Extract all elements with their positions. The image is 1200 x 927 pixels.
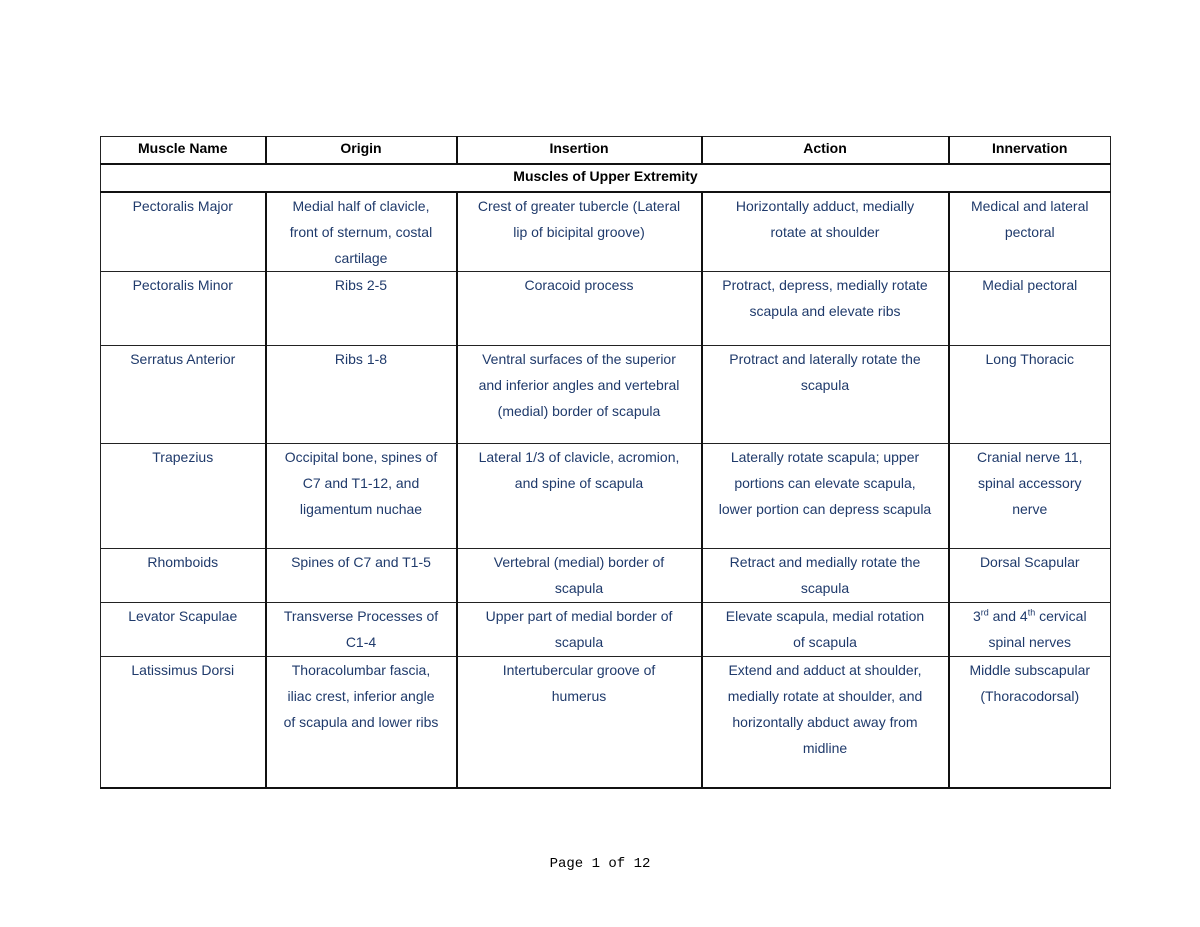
cell-line: Ribs 2-5 [334, 277, 388, 293]
header-action: Action [702, 137, 949, 165]
cell-line: Crest of greater tubercle (Lateral [477, 198, 681, 214]
cell-line: C7 and T1-12, and [302, 475, 420, 491]
cell-line: Trapezius [152, 449, 214, 465]
cell-muscle-name [101, 603, 266, 657]
cell-line: Vertebral (medial) border of [493, 554, 665, 570]
cell-line: pectoral [1004, 224, 1055, 240]
cell-line: Lateral 1/3 of clavicle, acromion, [478, 449, 680, 465]
cell-line: (Thoracodorsal) [980, 688, 1080, 704]
cell-line: of scapula [793, 634, 857, 650]
cell-muscle-name [101, 272, 266, 346]
cell-line: and spine of scapula [514, 475, 644, 491]
cell-line: rotate at shoulder [770, 224, 880, 240]
header-insertion: Insertion [457, 137, 702, 165]
cell-line: Extend and adduct at shoulder, [728, 662, 922, 678]
cell-line: Levator Scapulae [128, 608, 238, 624]
cell-insertion [457, 272, 702, 346]
cell-muscle-name [101, 549, 266, 603]
cell-line: Transverse Processes of [283, 608, 439, 624]
cell-insertion [457, 549, 702, 603]
cell-innervation [949, 272, 1111, 346]
cell-insertion [457, 603, 702, 657]
cell-line: Cranial nerve 11, [976, 449, 1083, 465]
cell-insertion [457, 444, 702, 549]
muscle-table [100, 136, 1111, 789]
table-row [101, 657, 1111, 789]
header-muscle-name: Muscle Name [101, 137, 266, 165]
cell-insertion [457, 346, 702, 444]
cell-line: Serratus Anterior [130, 351, 236, 367]
section-row [101, 164, 1111, 192]
cell-line: and inferior angles and vertebral [478, 377, 680, 393]
cell-line: spinal accessory [978, 475, 1082, 491]
cell-line: ligamentum nuchae [299, 501, 423, 517]
ordinal-suffix: rd [980, 607, 989, 618]
text-fragment: cervical [1035, 608, 1087, 624]
cell-line: Medial half of clavicle, [292, 198, 430, 214]
cell-action [702, 657, 949, 789]
cell-line: lip of bicipital groove) [513, 224, 645, 240]
cell-origin [266, 657, 457, 789]
cell-insertion [457, 192, 702, 272]
page-footer: Page 1 of 12 [549, 856, 651, 872]
cell-muscle-name [101, 444, 266, 549]
cell-origin [266, 603, 457, 657]
cell-line: spinal nerves [988, 634, 1071, 650]
cell-innervation [949, 192, 1111, 272]
cell-line: Thoracolumbar fascia, [291, 662, 431, 678]
cell-line: Pectoralis Major [132, 198, 233, 214]
cell-origin [266, 346, 457, 444]
cell-line: horizontally abduct away from [732, 714, 918, 730]
cell-line: Medial pectoral [982, 277, 1078, 293]
cell-line: Pectoralis Minor [132, 277, 233, 293]
cell-line: scapula [800, 377, 850, 393]
cell-origin [266, 272, 457, 346]
cell-line: scapula [800, 580, 850, 596]
cell-origin [266, 192, 457, 272]
cell-innervation [949, 346, 1111, 444]
table-header-row [101, 137, 1111, 165]
cell-line: Laterally rotate scapula; upper [730, 449, 920, 465]
cell-line: of scapula and lower ribs [283, 714, 439, 730]
cell-muscle-name [101, 346, 266, 444]
cell-line [956, 603, 1105, 629]
table-row [101, 603, 1111, 657]
cell-origin [266, 549, 457, 603]
text-fragment: 3 [972, 608, 981, 624]
cell-line: Protract and laterally rotate the [729, 351, 921, 367]
cell-line: scapula and elevate ribs [749, 303, 901, 319]
section-title: Muscles of Upper Extremity [101, 164, 1111, 192]
cell-line: Long Thoracic [985, 351, 1074, 367]
cell-action [702, 444, 949, 549]
table-row [101, 272, 1111, 346]
cell-line: portions can elevate scapula, [734, 475, 916, 491]
header-origin: Origin [266, 137, 457, 165]
table-row [101, 346, 1111, 444]
cell-action [702, 549, 949, 603]
text-fragment: and 4 [988, 608, 1028, 624]
header-innervation: Innervation [949, 137, 1111, 165]
cell-line: front of sternum, costal [289, 224, 433, 240]
cell-line: C1-4 [345, 634, 377, 650]
cell-line: Ribs 1-8 [334, 351, 388, 367]
cell-line: medially rotate at shoulder, and [727, 688, 923, 704]
cell-action [702, 603, 949, 657]
cell-line: cartilage [334, 250, 388, 266]
cell-line: humerus [551, 688, 607, 704]
cell-muscle-name [101, 192, 266, 272]
cell-line: scapula [554, 580, 604, 596]
cell-line: Dorsal Scapular [979, 554, 1080, 570]
cell-origin [266, 444, 457, 549]
cell-innervation [949, 549, 1111, 603]
cell-line: Horizontally adduct, medially [735, 198, 915, 214]
cell-line: Spines of C7 and T1-5 [291, 554, 431, 570]
ordinal-suffix: th [1027, 607, 1036, 618]
cell-line: Latissimus Dorsi [131, 662, 235, 678]
cell-line: midline [802, 740, 848, 756]
cell-line: Medical and lateral [970, 198, 1089, 214]
cell-line: nerve [1012, 501, 1048, 517]
cell-action [702, 346, 949, 444]
muscle-table-container [100, 136, 1110, 789]
cell-line: Elevate scapula, medial rotation [725, 608, 925, 624]
cell-line: Coracoid process [524, 277, 634, 293]
cell-action [702, 272, 949, 346]
cell-line: Upper part of medial border of [485, 608, 673, 624]
cell-innervation [949, 444, 1111, 549]
cell-innervation [949, 657, 1111, 789]
cell-line: Retract and medially rotate the [729, 554, 921, 570]
cell-innervation [949, 603, 1111, 657]
cell-line: Ventral surfaces of the superior [482, 351, 676, 367]
cell-action [702, 192, 949, 272]
table-row [101, 444, 1111, 549]
cell-insertion [457, 657, 702, 789]
cell-line: iliac crest, inferior angle [287, 688, 435, 704]
table-row [101, 549, 1111, 603]
table-row [101, 192, 1111, 272]
cell-line: Rhomboids [147, 554, 219, 570]
cell-line: lower portion can depress scapula [718, 501, 932, 517]
cell-line: Intertubercular groove of [502, 662, 656, 678]
cell-line: Middle subscapular [969, 662, 1091, 678]
cell-line: Occipital bone, spines of [284, 449, 438, 465]
cell-line: scapula [554, 634, 604, 650]
cell-muscle-name [101, 657, 266, 789]
cell-line: Protract, depress, medially rotate [722, 277, 928, 293]
cell-line: (medial) border of scapula [497, 403, 661, 419]
